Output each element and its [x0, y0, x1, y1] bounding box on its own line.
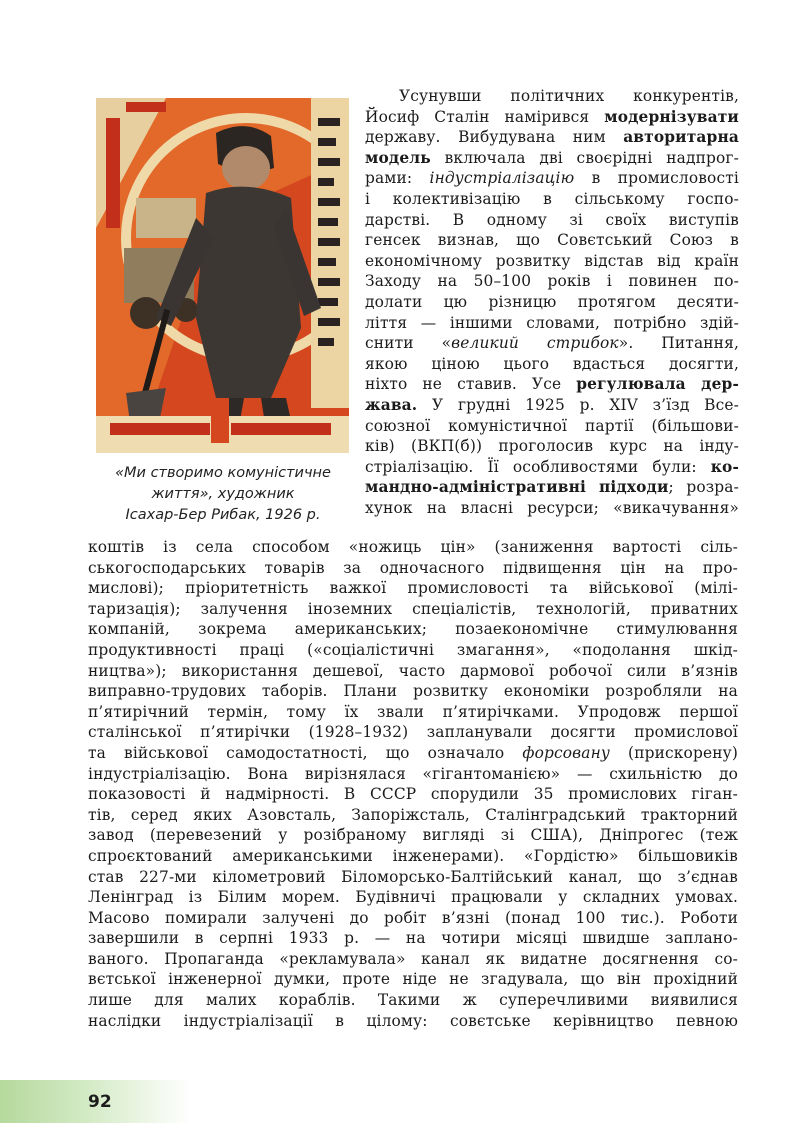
text-line [365, 127, 739, 148]
text-run: став 227-ми кілометровий Біломорсько-Балтійський канал, що з’єднав [88, 867, 738, 886]
italic-term: великий стрибок [451, 334, 619, 353]
text-line [88, 887, 738, 908]
text-line [365, 436, 739, 457]
text-run: п’ятирічний термін, тому їх звали п’ятирічками. Упродовж першої [88, 702, 738, 721]
caption-line: «Ми створимо комуністичне [115, 465, 331, 481]
italic-term: індустріалізацію [429, 169, 575, 188]
bold-term: авторитарна [623, 128, 739, 147]
text-run: коштів із села способом «ножиць цін» (заниження вартості сіль- [88, 538, 738, 556]
text-line [88, 846, 738, 867]
text-line [365, 210, 739, 231]
caption-line: Ісахар-Бер Рибак, 1926 р. [125, 507, 321, 523]
text-run: показовості й надмірності. В СССР спорудили 35 промислових гіган- [88, 785, 738, 804]
text-run: спроєктований американськими інженерами). «Гордістю» більшовиків [88, 846, 738, 865]
caption-line: життя», художник [151, 486, 295, 502]
text-line [88, 1011, 738, 1032]
bold-term: регулювала дер- [576, 375, 739, 394]
text-line [365, 271, 739, 292]
text-run: якою ціною цього вдасться досягти, [365, 354, 739, 373]
text-run: хунок на власні ресурси; «викачування» [365, 498, 739, 517]
text-run: завод (перевезений у розібраному вигляді зі США), Дніпрогес (теж [88, 826, 738, 845]
text-line [365, 457, 739, 478]
text-line [88, 805, 738, 826]
text-run: У грудні 1925 р. XIV з’їзд Все- [417, 395, 739, 414]
text-line [365, 416, 739, 437]
text-run: мислові); пріоритетність важкої промисловості та військової (мілі- [88, 579, 738, 598]
text-line [365, 230, 739, 251]
body-text-wrapped [365, 86, 739, 518]
text-line [88, 661, 738, 682]
text-line [88, 949, 738, 970]
text-run: стріалізацію. Її особливостями були: [365, 457, 711, 476]
text-line [365, 168, 739, 189]
text-run: снити « [365, 334, 452, 353]
text-line [88, 640, 738, 661]
text-run: Масово помирали залучені до робіт в’язні (понад 100 тис.). Роботи [88, 908, 738, 927]
figure-caption [88, 463, 358, 526]
text-run: союзної комуністичної партії (більшови- [365, 416, 739, 435]
text-run: (прискорену) [609, 743, 738, 762]
bold-term: жава. [365, 395, 418, 414]
text-line [88, 784, 738, 805]
text-line [365, 354, 739, 375]
text-run: і колективізацію в сільському госпо- [365, 189, 739, 208]
text-line [88, 558, 738, 579]
bold-term: модернізувати [604, 107, 739, 126]
text-run: долати цю різницю протягом десяти- [365, 292, 739, 311]
text-line [365, 395, 739, 416]
body-text-full [88, 537, 738, 1031]
text-run: лише для малих кораблів. Такими ж суперечливими виявилися [88, 991, 738, 1010]
text-line [365, 498, 739, 519]
text-line [88, 825, 738, 846]
bold-term: мандно-адміністративні підходи [365, 478, 669, 497]
text-run: дарстві. В одному зі своїх виступів [365, 210, 739, 229]
text-line [365, 251, 739, 272]
text-run: та військової самодостатності, що означало [88, 743, 523, 762]
text-run: економічному розвитку відстав від країн [365, 251, 739, 270]
text-line [88, 681, 738, 702]
text-line [88, 578, 738, 599]
text-run: тів, серед яких Азовсталь, Запоріжсталь, Сталінградський тракторний [88, 805, 738, 824]
text-line [88, 867, 738, 888]
text-run: Усунувши політичних конкурентів, [399, 87, 739, 105]
text-run: ніхто не ставив. Усе [365, 375, 577, 394]
text-line [365, 374, 739, 395]
text-run: державу. Вибудувана ним [365, 128, 624, 147]
text-run: ків) (ВКП(б)) проголосив курс на інду- [365, 437, 739, 456]
text-run: Йосиф Сталін наміривcя [365, 107, 605, 126]
bold-term: ко- [710, 457, 739, 476]
text-run: вєтської інженерної думки, проте ніде не згадувала, що він прохідний [88, 970, 738, 989]
poster-image [96, 98, 349, 453]
text-line [88, 599, 738, 620]
italic-term: форсовану [522, 743, 610, 762]
text-run: Заходу на 50–100 років і повинен по- [365, 272, 739, 291]
text-run: ; розра- [668, 478, 739, 497]
text-line [365, 477, 739, 498]
text-line [88, 537, 738, 558]
poster-illustration [96, 98, 349, 453]
text-line [365, 313, 739, 334]
text-line [88, 969, 738, 990]
text-line [365, 86, 739, 107]
text-line [88, 764, 738, 785]
text-line [365, 148, 739, 169]
text-line [88, 743, 738, 764]
text-line [88, 928, 738, 949]
text-run: Ленінград із Білим морем. Будівничі працювали у складних умовах. [88, 888, 738, 907]
text-line [365, 292, 739, 313]
text-run: таризація); залучення іноземних спеціалістів, технологій, приватних [88, 599, 738, 618]
text-run: в промисловості [574, 169, 739, 188]
bold-term: модель [365, 148, 431, 167]
text-run: компаній, зокрема американських; позаекономічне стимулювання [88, 620, 738, 639]
text-line [88, 619, 738, 640]
text-run: індустріалізацію. Вона вирізнялася «гігантоманією» — схильністю до [88, 764, 738, 783]
text-line [88, 990, 738, 1011]
text-run: ліття — іншими словами, потрібно здій- [365, 313, 739, 332]
text-run: завершили в серпні 1933 р. — на чотири місяці швидше заплано- [88, 929, 738, 948]
text-line [365, 333, 739, 354]
text-line [88, 722, 738, 743]
text-line [88, 702, 738, 723]
text-run: включала дві своєрідні надпрог- [430, 148, 739, 167]
text-run: ». Питання, [618, 334, 739, 353]
text-run: наслідки індустріалізації в цілому: совєтське керівництво певною [88, 1011, 738, 1030]
text-run: ваного. Пропаганда «рекламувала» канал як видатне досягнення со- [88, 949, 738, 968]
text-line [88, 908, 738, 929]
text-run: сталінської п’ятирічки (1928–1932) запланували досягти промислової [88, 723, 738, 742]
text-run: генсек визнав, що Совєтський Союз в [365, 231, 739, 250]
text-run: продуктивності праці («соціалістичні змагання», «подолання шкід- [88, 640, 738, 659]
text-line [365, 107, 739, 128]
text-line [365, 189, 739, 210]
text-run: ськогосподарських товарів за одночасного підвищення цін на про- [88, 558, 738, 577]
text-run: рами: [365, 169, 430, 188]
text-run: ництва»); використання дешевої, часто дармової робочої сили в’язнів [88, 661, 738, 680]
text-run: виправно-трудових таборів. Плани розвитку економіки розробляли на [88, 682, 738, 701]
page-number: 92 [88, 1092, 112, 1112]
